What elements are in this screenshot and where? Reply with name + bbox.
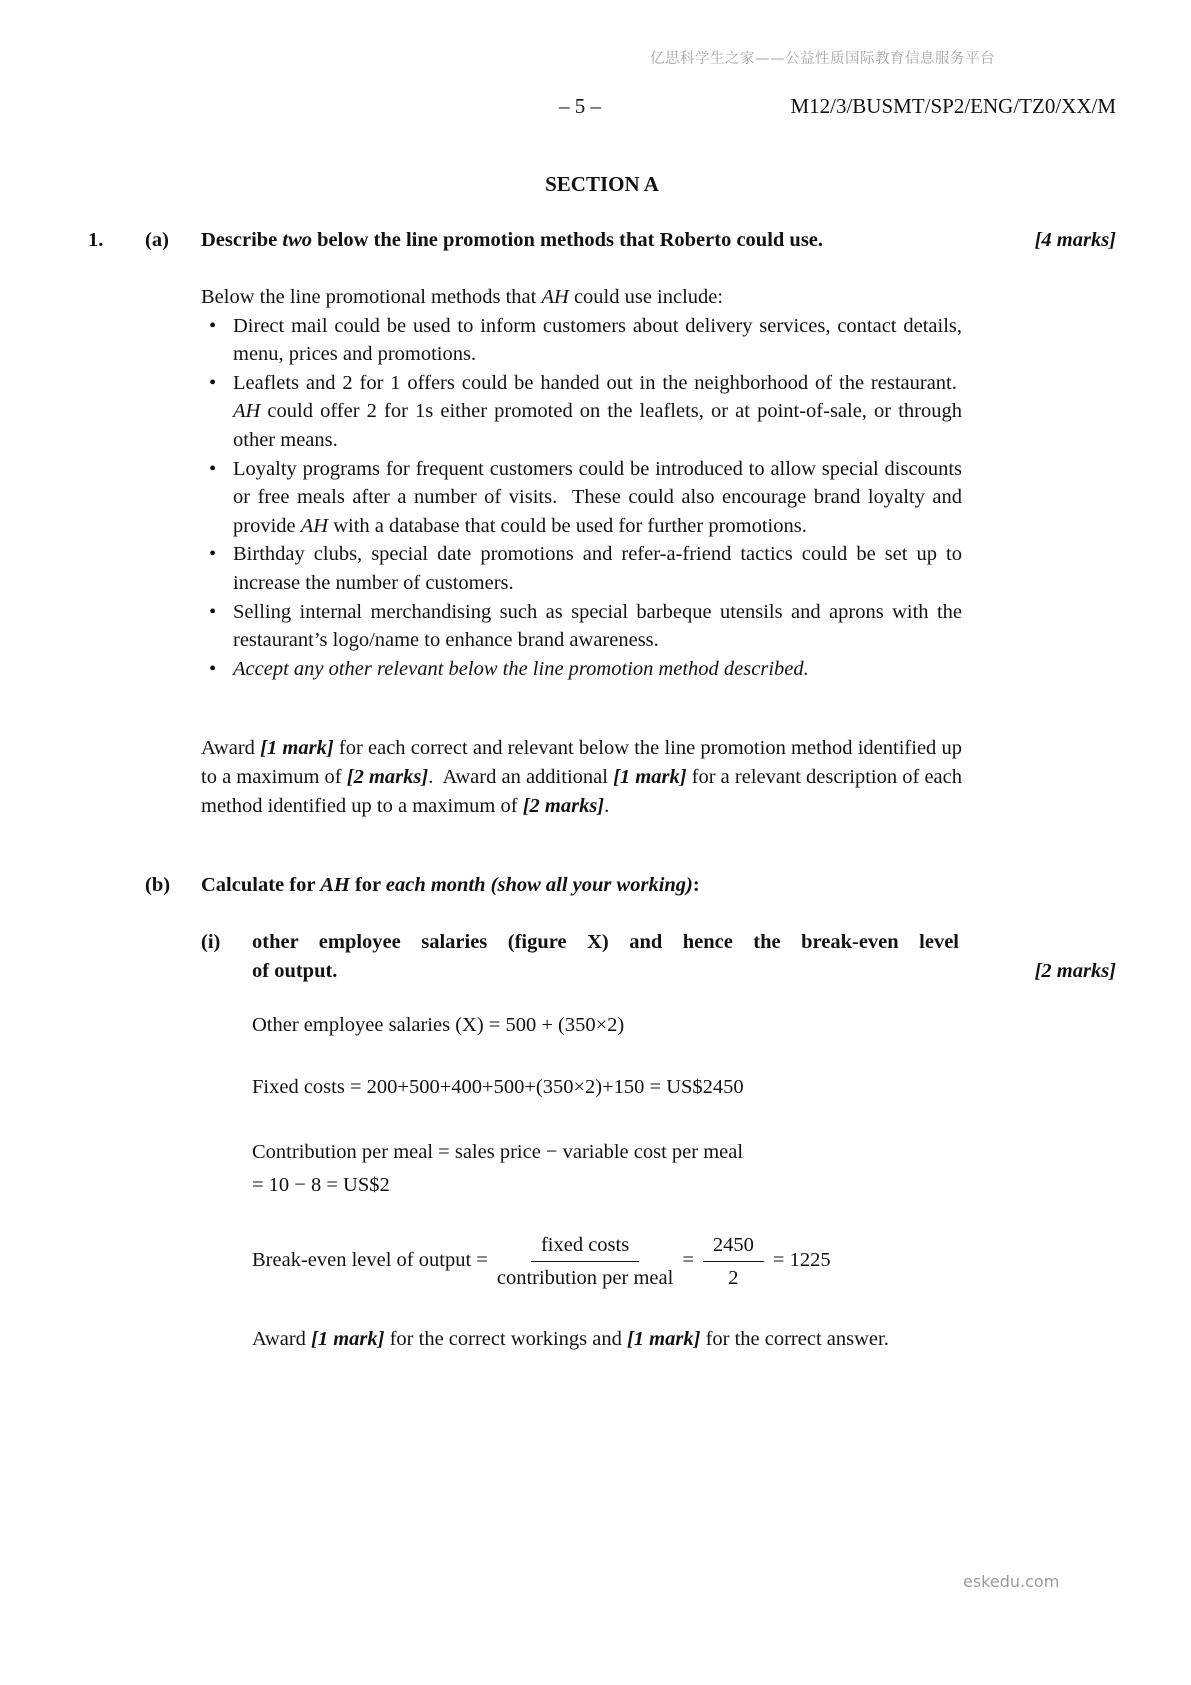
bullet-item-2 — [201, 369, 962, 455]
heading-text: Calculate for — [201, 874, 321, 896]
fraction-numerator: 2450 — [703, 1232, 764, 1262]
bullet-text: could offer 2 for 1s either promoted on the leaflets, or at point-of-sale, or through other means. — [233, 400, 962, 451]
bullet-text: Direct mail could be used to inform customers about delivery services, contact details, menu, prices and promotions. — [233, 314, 962, 366]
award-note-b — [252, 1325, 962, 1354]
part-a-label: (a) — [145, 229, 169, 251]
award-text: for the correct workings and — [384, 1328, 627, 1350]
heading-text: : — [692, 874, 700, 896]
breakeven-equals: = — [682, 1249, 694, 1272]
award-text: Award — [201, 737, 261, 760]
marks-bi: [2 marks] — [1034, 960, 1116, 982]
question-number: 1. — [88, 229, 104, 251]
fraction-2450-over-2 — [703, 1232, 764, 1291]
mark-ref: [1 mark] — [626, 1328, 701, 1350]
heading-emphasis: AH — [320, 874, 350, 896]
bullet-text: Loyalty programs for frequent customers could be introduced to allow special discounts or free meals after a number of visits. These could also encourage brand loyalty and provide — [233, 457, 962, 537]
part-bi-text — [252, 928, 959, 985]
award-text: . Award an additional — [428, 765, 614, 788]
page-watermark-top: 亿思科学生之家——公益性质国际教育信息服务平台 — [650, 51, 995, 67]
mark-ref: [1 mark] — [260, 737, 334, 760]
bullet-emphasis: AH — [300, 514, 329, 537]
breakeven-lhs: Break-even level of output = — [252, 1249, 488, 1272]
bullet-item-6 — [201, 655, 962, 684]
question-1a-row — [88, 226, 1116, 255]
bullet-text: Birthday clubs, special date promotions and refer-a-friend tactics could be set up to increase the number of customers. — [233, 543, 962, 594]
page-number: – 5 – — [559, 94, 601, 118]
mark-ref: [2 marks] — [346, 765, 429, 788]
prompt-text: below the line promotion methods that Roberto could use. — [312, 229, 824, 251]
part-bi-line1: other employee salaries (figure X) and hence the break-even level — [252, 931, 959, 953]
fraction-denominator: contribution per meal — [496, 1267, 674, 1289]
part-bi-line2: of output. — [252, 959, 338, 982]
answer-intro — [201, 283, 962, 312]
award-text: . — [604, 794, 610, 817]
paper-code: M12/3/BUSMT/SP2/ENG/TZ0/XX/M — [790, 94, 1116, 118]
mark-ref: [1 mark] — [311, 1328, 385, 1350]
bullet-item-1 — [201, 312, 962, 369]
fraction-denominator: 2 — [728, 1267, 739, 1289]
bullet-item-3 — [201, 455, 962, 541]
award-text: for each correct and relevant below the line promotion method identified up to a maximum of — [201, 737, 963, 788]
page-header-row — [0, 92, 1191, 118]
answer-a-block — [201, 283, 962, 820]
formula-fixed-costs: Fixed costs = 200+500+400+500+(350×2)+150 = US$2450 — [252, 1076, 744, 1098]
part-b-heading — [201, 871, 700, 900]
formula-other-salaries: Other employee salaries (X) = 500 + (350×2) — [252, 1014, 625, 1036]
mark-ref: [2 marks] — [522, 794, 605, 817]
intro-text: Below the line promotional methods that — [201, 286, 542, 308]
part-bi-label: (i) — [201, 931, 221, 953]
part-b-label: (b) — [145, 874, 171, 896]
award-text: for the correct answer. — [700, 1328, 889, 1350]
formula-breakeven — [252, 1232, 831, 1291]
part-a-prompt — [201, 226, 962, 255]
contribution-line2: = 10 − 8 = US$2 — [252, 1173, 390, 1196]
prompt-emphasis: two — [282, 229, 313, 251]
section-title: SECTION A — [545, 172, 659, 196]
marks-a: [4 marks] — [1034, 229, 1116, 251]
page-watermark-footer: eskedu.com — [963, 1572, 1060, 1591]
mark-ref: [1 mark] — [613, 765, 687, 788]
part-b-row — [145, 871, 1116, 900]
heading-emphasis: each month (show all your working) — [385, 874, 693, 896]
bullet-item-5 — [201, 598, 962, 655]
award-note-a — [201, 734, 962, 820]
fraction-fixed-over-contribution — [497, 1232, 673, 1291]
award-text: Award — [252, 1328, 312, 1350]
bullet-list — [201, 312, 962, 684]
bullet-item-4 — [201, 540, 962, 597]
prompt-text: Describe — [201, 229, 283, 251]
bullet-emphasis: AH — [233, 400, 261, 423]
award-text: for a relevant description of each method identified up to a maximum of — [201, 765, 962, 817]
fraction-numerator: fixed costs — [531, 1232, 639, 1262]
breakeven-result: = 1225 — [772, 1249, 831, 1272]
formula-contribution — [252, 1138, 743, 1199]
intro-emphasis: AH — [541, 286, 569, 308]
bullet-text: with a database that could be used for further promotions. — [328, 514, 807, 537]
contribution-line1: Contribution per meal = sales price − variable cost per meal — [252, 1141, 744, 1163]
part-bi-row — [201, 928, 1116, 985]
heading-text: for — [349, 874, 386, 896]
intro-text: could use include: — [568, 286, 724, 308]
bullet-text: Leaflets and 2 for 1 offers could be handed out in the neighborhood of the restaurant. — [233, 371, 962, 394]
bullet-text: Selling internal merchandising such as special barbeque utensils and aprons with the restaurant’s logo/name to enhance brand awareness. — [233, 600, 962, 652]
bullet-emphasis: Accept any other relevant below the line promotion method described. — [233, 657, 809, 680]
